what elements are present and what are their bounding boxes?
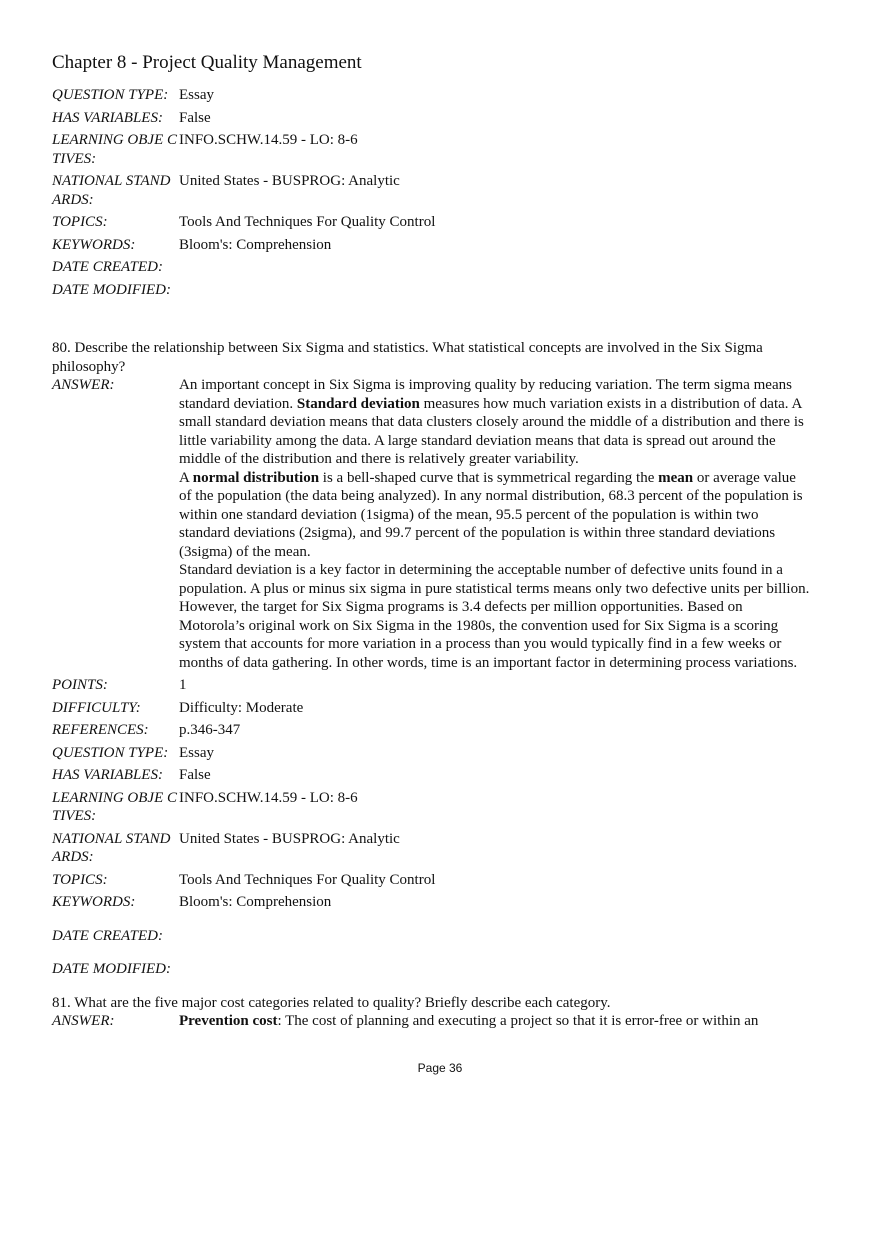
meta-label: TOPICS: bbox=[52, 214, 108, 230]
meta-row bbox=[52, 676, 812, 695]
answer-body bbox=[179, 376, 812, 672]
term-normal-distribution: normal distribution bbox=[192, 469, 320, 486]
meta-label: HAS VARIABLES: bbox=[52, 767, 163, 783]
meta-value bbox=[179, 927, 812, 946]
answer-80 bbox=[52, 376, 812, 672]
text-run: is a bell-shaped curve that is symmetrical regarding the bbox=[319, 469, 659, 486]
document-page bbox=[52, 50, 812, 1031]
meta-label: KEYWORDS: bbox=[52, 894, 136, 910]
meta-label: DATE MODIFIED: bbox=[52, 961, 171, 977]
meta-value bbox=[179, 960, 812, 979]
meta-label: DIFFICULTY: bbox=[52, 699, 141, 716]
chapter-title: Chapter 8 - Project Quality Management bbox=[52, 52, 362, 73]
meta-row bbox=[52, 830, 812, 867]
meta-row bbox=[52, 86, 812, 105]
meta-value: Difficulty: Moderate bbox=[179, 699, 304, 716]
meta-row bbox=[52, 789, 812, 826]
meta-row bbox=[52, 258, 812, 277]
meta-value: INFO.SCHW.14.59 - LO: 8-6 bbox=[179, 789, 358, 806]
meta-label: TOPICS: bbox=[52, 871, 108, 888]
text-run: or average value of the population (the data being analyzed). In any normal distribution, 68.3 percent of the population is within one standard deviation (1sigma) of the mean, 95.5 percent of the population is within two standard deviations (2sigma), and 99.7 percent of the population is within three standard deviations (3sigma) of the mean. bbox=[179, 469, 803, 560]
meta-row bbox=[52, 172, 812, 209]
meta-value: False bbox=[179, 109, 211, 126]
answer-81 bbox=[52, 1012, 812, 1031]
meta-label: POINTS: bbox=[52, 677, 108, 693]
meta-label: NATIONAL STAND ARDS: bbox=[52, 830, 171, 865]
term-standard-deviation: Standard deviation bbox=[296, 395, 420, 412]
text-run: An important concept in Six Sigma is improving quality by reducing variation. The term sigma means standard deviation. bbox=[179, 377, 792, 412]
meta-row bbox=[52, 236, 812, 255]
answer-paragraph: Standard deviation is a key factor in determining the acceptable number of defective units found in a population. A plus or minus six sigma in pure statistical terms means only two defective units per billion. However, the target for Six Sigma programs is 3.4 defects per million opportunities. Based on Motorola’s original work on Six Sigma in the 1980s, the convention used for Six Sigma is a scoring system that accounts for more variation in a process than you would typically find in a few weeks or months of data gathering. In other words, time is an important factor in determining process variations. bbox=[179, 562, 810, 671]
meta-value: Bloom's: Comprehension bbox=[179, 236, 332, 253]
answer-paragraph bbox=[179, 469, 812, 562]
meta-row bbox=[52, 699, 812, 718]
meta-value: United States - BUSPROG: Analytic bbox=[179, 830, 400, 847]
meta-value: Bloom's: Comprehension bbox=[179, 894, 332, 910]
meta-row bbox=[52, 109, 812, 128]
meta-value: Essay bbox=[179, 744, 214, 761]
meta-block-q80 bbox=[52, 676, 812, 979]
term-prevention-cost: Prevention cost bbox=[179, 1013, 278, 1029]
meta-label: DATE CREATED: bbox=[52, 927, 163, 944]
answer-body bbox=[179, 1012, 812, 1031]
meta-row bbox=[52, 766, 812, 785]
meta-row bbox=[52, 721, 812, 740]
meta-block-top bbox=[52, 86, 812, 299]
meta-value bbox=[179, 258, 812, 277]
answer-label: ANSWER: bbox=[52, 377, 115, 393]
meta-row bbox=[52, 893, 812, 912]
meta-value: Tools And Techniques For Quality Control bbox=[179, 214, 436, 230]
meta-value: INFO.SCHW.14.59 - LO: 8-6 bbox=[179, 132, 358, 148]
meta-value: Tools And Techniques For Quality Control bbox=[179, 871, 436, 888]
meta-value: p.346-347 bbox=[179, 722, 241, 738]
meta-value: Essay bbox=[179, 87, 214, 103]
answer-label: ANSWER: bbox=[52, 1013, 115, 1029]
meta-value: United States - BUSPROG: Analytic bbox=[179, 173, 400, 189]
meta-row bbox=[52, 927, 812, 946]
meta-row bbox=[52, 131, 812, 168]
meta-label: LEARNING OBJE CTIVES: bbox=[52, 132, 177, 167]
meta-value bbox=[179, 281, 812, 300]
text-run: measures how much variation exists in a distribution of data. A small standard deviation means that data clusters closely around the middle of a distribution and there is little variability among the data. A large standard deviation means that data is spread out around the middle of the distribution and there is relatively greater variability. bbox=[179, 395, 804, 467]
meta-row bbox=[52, 213, 812, 232]
question-80: 80. Describe the relationship between Six Sigma and statistics. What statistical concepts are involved in the Six Sigma philosophy? bbox=[52, 340, 763, 375]
meta-row bbox=[52, 960, 812, 979]
meta-label: DATE CREATED: bbox=[52, 259, 163, 275]
meta-label: QUESTION TYPE: bbox=[52, 744, 169, 761]
meta-label: QUESTION TYPE: bbox=[52, 87, 169, 103]
meta-row bbox=[52, 871, 812, 890]
meta-label: DATE MODIFIED: bbox=[52, 281, 171, 298]
text-run: A bbox=[179, 469, 193, 486]
meta-label: KEYWORDS: bbox=[52, 236, 136, 253]
meta-label: NATIONAL STAND ARDS: bbox=[52, 173, 171, 208]
text-run: : The cost of planning and executing a project so that it is error-free or within an bbox=[277, 1013, 759, 1029]
meta-value: 1 bbox=[179, 677, 187, 693]
meta-label: LEARNING OBJE CTIVES: bbox=[52, 789, 177, 824]
page-number: Page 36 bbox=[417, 1061, 463, 1075]
meta-value: False bbox=[179, 767, 211, 783]
question-81: 81. What are the five major cost categories related to quality? Briefly describe each category. bbox=[52, 994, 611, 1011]
meta-row bbox=[52, 281, 812, 300]
term-mean: mean bbox=[658, 469, 694, 486]
meta-label: REFERENCES: bbox=[52, 722, 149, 738]
meta-label: HAS VARIABLES: bbox=[52, 109, 163, 126]
answer-paragraph bbox=[179, 376, 812, 469]
meta-row bbox=[52, 744, 812, 763]
